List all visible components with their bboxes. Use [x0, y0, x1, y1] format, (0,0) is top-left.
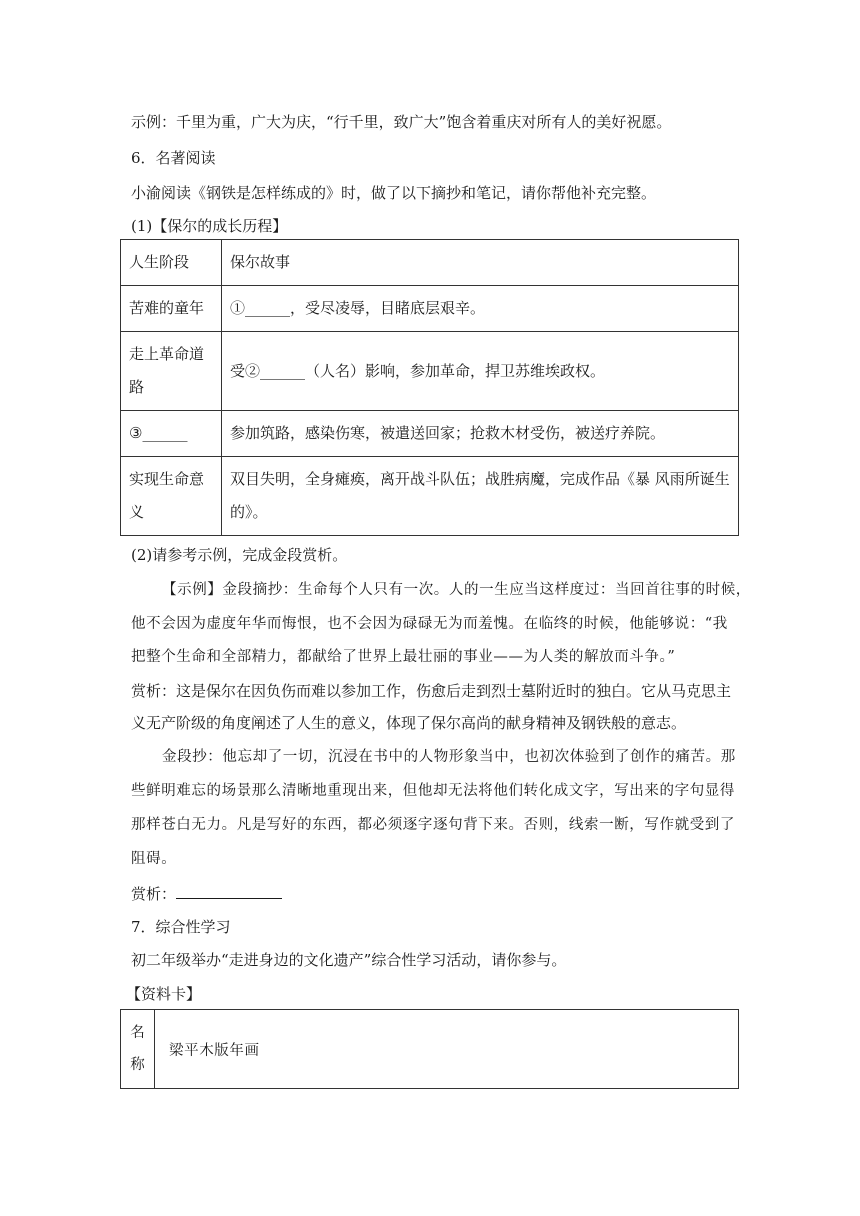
- table-row: [121, 1010, 739, 1089]
- card-name-label-char: 称: [130, 1057, 145, 1073]
- story-cell: 双目失明，全身瘫痪，离开战斗队伍；战胜病魔，完成作品《暴 风雨所诞生的》。: [222, 457, 739, 536]
- analysis-line: 赏析：这是保尔在因负伤而难以参加工作，伤愈后走到烈士墓附近时的独白。它从马克思主: [131, 682, 732, 700]
- excerpt-line: 那样苍白无力。凡是写好的东西，都必须逐字逐句背下来。否则，线索一断，写作就受到了: [131, 817, 735, 833]
- table-header-row: [121, 240, 739, 286]
- question-6-title: 6．名著阅读: [131, 149, 216, 167]
- story-cell: ①______，受尽凌辱，目睹底层艰辛。: [222, 286, 739, 332]
- table-row: [121, 286, 739, 332]
- table-row: [121, 332, 739, 411]
- card-name-label: [121, 1010, 155, 1089]
- table-header-stage: 人生阶段: [121, 240, 222, 286]
- card-label: 【资料卡】: [126, 985, 202, 1003]
- table-row: [121, 411, 739, 457]
- story-cell: 参加筑路，感染伤寒，被遣送回家；抢救木材受伤，被送疗养院。: [222, 411, 739, 457]
- answer-label: 赏析：: [131, 885, 177, 903]
- analysis-line: 义无产阶级的角度阐述了人生的意义，体现了保尔高尚的献身精神及钢铁般的意志。: [131, 714, 687, 732]
- example-line: 把整个生命和全部精力，都献给了世界上最壮丽的事业——为人类的解放而斗争。”: [131, 649, 676, 665]
- story-cell: 受②______（人名）影响，参加革命，捍卫苏维埃政权。: [222, 332, 739, 411]
- growth-table: [120, 239, 739, 536]
- answer-line: [131, 884, 282, 904]
- intro-example: 示例：千里为重，广大为庆，“行千里，致广大”饱含着重庆对所有人的美好祝愿。: [131, 113, 672, 131]
- question-6-prompt: 小渝阅读《钢铁是怎样练成的》时，做了以下摘抄和笔记，请你帮他补充完整。: [131, 184, 657, 202]
- question-7-title: 7．综合性学习: [131, 918, 231, 936]
- card-name-value: 梁平木版年画: [155, 1010, 739, 1089]
- table-header-story: 保尔故事: [222, 240, 739, 286]
- part-2-label: (2)请参考示例，完成金段赏析。: [131, 546, 348, 564]
- example-line: 他不会因为虚度年华而悔恨，也不会因为碌碌无为而羞愧。在临终的时候，他能够说：“我: [131, 616, 728, 632]
- resource-card-table: [120, 1009, 739, 1089]
- excerpt-line: 些鲜明难忘的场景那么清晰地重现出来，但他却无法将他们转化成文字，写出来的字句显得: [131, 783, 735, 799]
- stage-cell: ③______: [121, 411, 222, 457]
- excerpt-line: 阻碍。: [131, 851, 177, 867]
- part-1-label: (1)【保尔的成长历程】: [131, 217, 288, 235]
- excerpt-line: 金段抄：他忘却了一切，沉浸在书中的人物形象当中，也初次体验到了创作的痛苦。那: [162, 749, 736, 765]
- answer-blank[interactable]: [176, 884, 282, 899]
- question-7-prompt: 初二年级举办“走进身边的文化遗产”综合性学习活动，请你参与。: [131, 951, 567, 969]
- card-name-label-char: 名: [130, 1025, 145, 1041]
- stage-cell: 走上革命道路: [121, 332, 222, 411]
- table-row: [121, 457, 739, 536]
- example-line: 【示例】金段摘抄：生命每个人只有一次。人的一生应当这样度过：当回首往事的时候，: [162, 582, 751, 598]
- stage-cell: 苦难的童年: [121, 286, 222, 332]
- stage-cell: 实现生命意义: [121, 457, 222, 536]
